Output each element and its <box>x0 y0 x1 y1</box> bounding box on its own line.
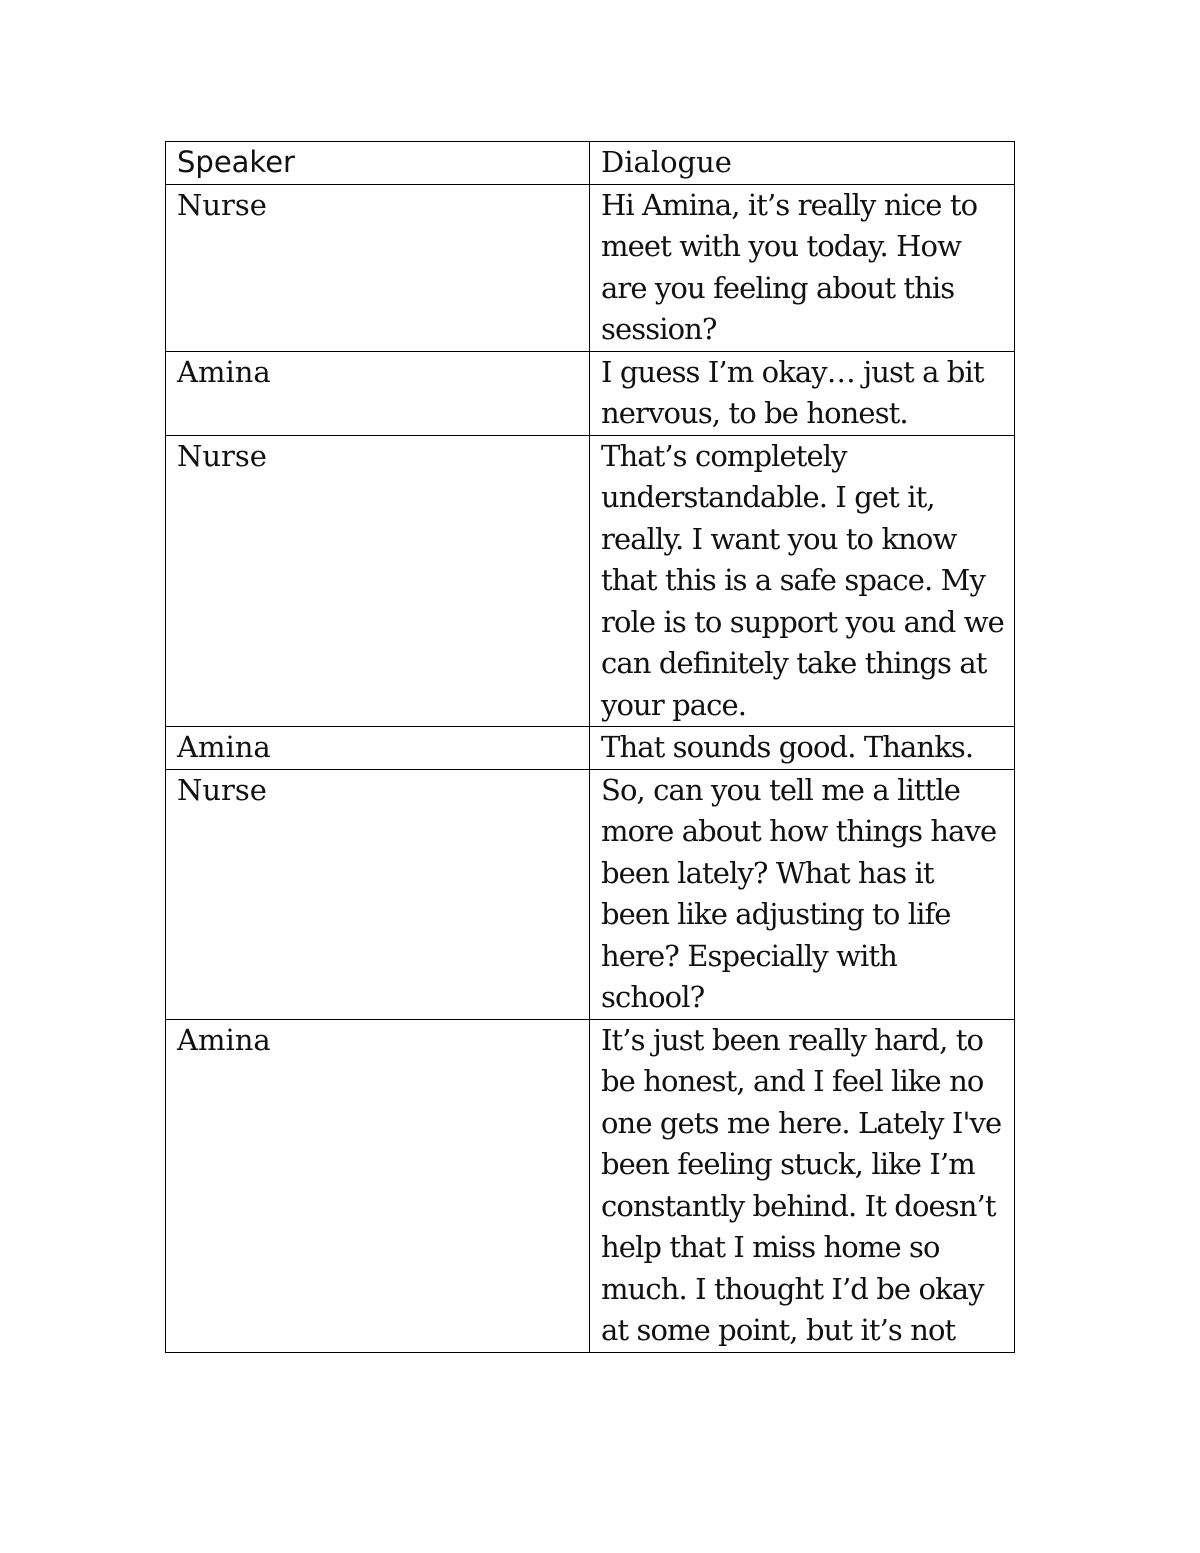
speaker-cell: Nurse <box>166 435 590 727</box>
dialogue-cell: That’s completely understandable. I get it, really. I want you to know that this is a safe space. My role is to support you and we can definitely take things at your pace. <box>590 435 1015 727</box>
table-header-row <box>166 142 1015 185</box>
speaker-cell: Amina <box>166 351 590 435</box>
table-row <box>166 769 1015 1019</box>
speaker-cell: Nurse <box>166 184 590 351</box>
table-row <box>166 184 1015 351</box>
dialogue-cell: So, can you tell me a little more about how things have been lately? What has it been like adjusting to life here? Especially with school? <box>590 769 1015 1019</box>
header-speaker: Speaker <box>166 142 590 185</box>
speaker-cell: Nurse <box>166 769 590 1019</box>
table-row <box>166 727 1015 770</box>
speaker-cell: Amina <box>166 727 590 770</box>
dialogue-cell: I guess I’m okay… just a bit nervous, to be honest. <box>590 351 1015 435</box>
header-dialogue: Dialogue <box>590 142 1015 185</box>
dialogue-table <box>165 141 1015 1353</box>
table-row <box>166 435 1015 727</box>
speaker-cell: Amina <box>166 1019 590 1352</box>
table-row <box>166 1019 1015 1352</box>
dialogue-cell: It’s just been really hard, to be honest, and I feel like no one gets me here. Lately I've been feeling stuck, like I’m constantly behind. It doesn’t help that I miss home so much. I thought I’d be okay at some point, but it’s not <box>590 1019 1015 1352</box>
dialogue-cell: Hi Amina, it’s really nice to meet with you today. How are you feeling about this session? <box>590 184 1015 351</box>
table-row <box>166 351 1015 435</box>
dialogue-cell: That sounds good. Thanks. <box>590 727 1015 770</box>
